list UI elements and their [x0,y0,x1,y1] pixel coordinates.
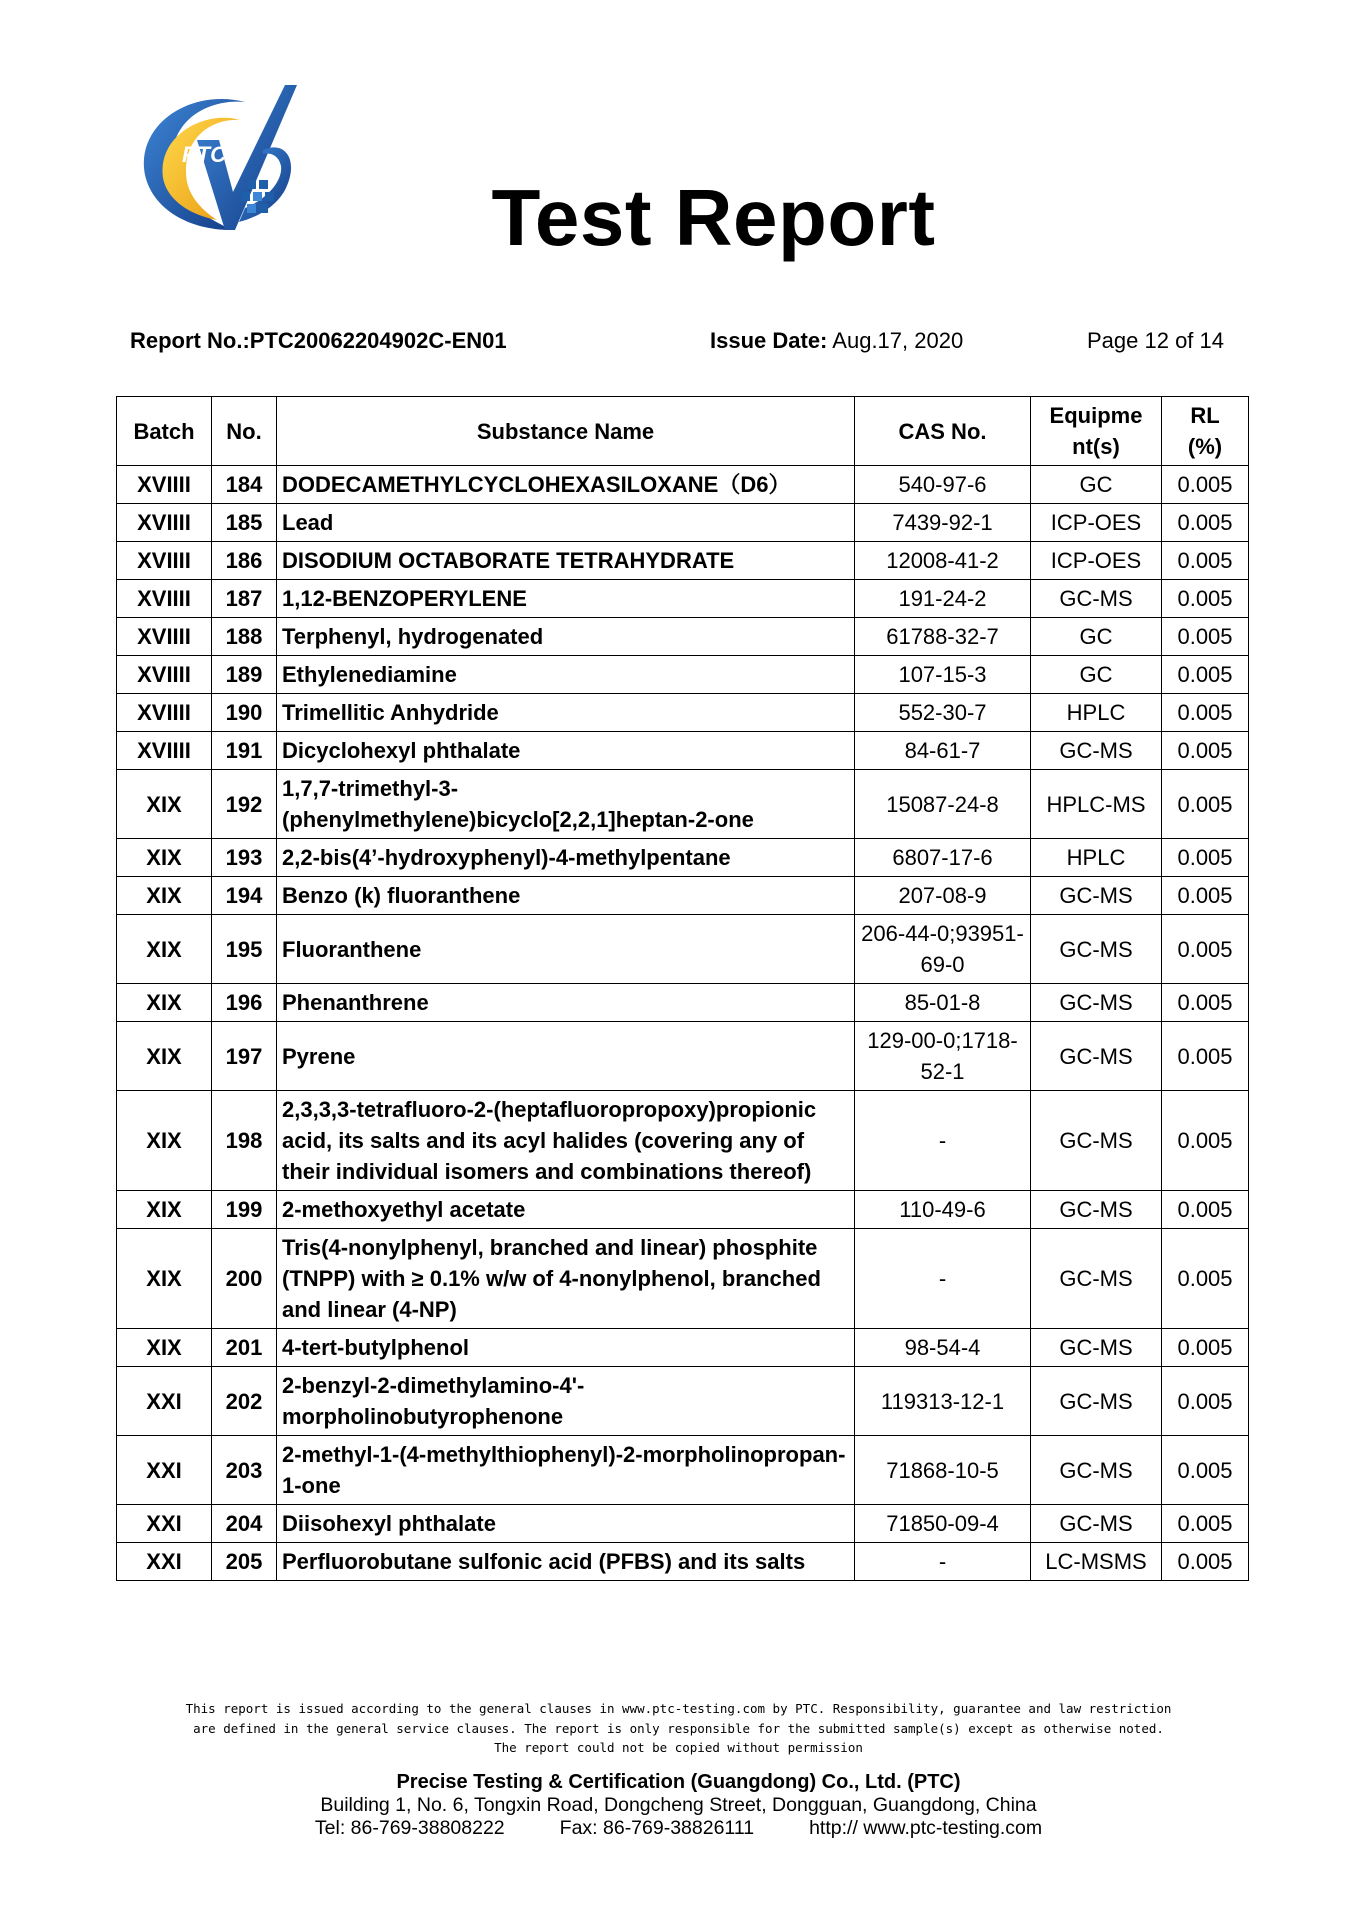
equipment-cell: HPLC-MS [1031,770,1162,839]
substance-name-cell: Tris(4-nonylphenyl, branched and linear) phosphite (TNPP) with ≥ 0.1% w/w of 4-nonylphenol, branched and linear (4-NP) [277,1229,855,1329]
equipment-cell: GC [1031,618,1162,656]
table-row [117,1329,1249,1367]
cas-number-cell: 71868-10-5 [855,1436,1031,1505]
batch-cell: XVIIII [117,580,212,618]
number-cell: 195 [212,915,277,984]
number-cell: 202 [212,1367,277,1436]
batch-cell: XIX [117,839,212,877]
reporting-limit-cell: 0.005 [1162,1191,1249,1229]
reporting-limit-cell: 0.005 [1162,1329,1249,1367]
substance-name-cell: 1,7,7-trimethyl-3-(phenylmethylene)bicyclo[2,2,1]heptan-2-one [277,770,855,839]
cas-number-cell: 206-44-0;93951-69-0 [855,915,1031,984]
company-info [0,1771,1357,1840]
batch-cell: XIX [117,1329,212,1367]
substance-name-cell: Perfluorobutane sulfonic acid (PFBS) and its salts [277,1543,855,1581]
equipment-cell: GC-MS [1031,732,1162,770]
reporting-limit-cell: 0.005 [1162,694,1249,732]
substance-table [116,396,1249,1581]
substance-name-cell: Pyrene [277,1022,855,1091]
batch-cell: XXI [117,1505,212,1543]
batch-cell: XVIIII [117,694,212,732]
reporting-limit-cell: 0.005 [1162,1229,1249,1329]
batch-cell: XVIIII [117,732,212,770]
company-fax: Fax: 86-769-38826111 [559,1817,755,1839]
number-cell: 187 [212,580,277,618]
equipment-cell: GC-MS [1031,1091,1162,1191]
number-cell: 188 [212,618,277,656]
table-row [117,466,1249,504]
substance-name-cell: DISODIUM OCTABORATE TETRAHYDRATE [277,542,855,580]
table-row [117,1229,1249,1329]
number-cell: 198 [212,1091,277,1191]
batch-cell: XXI [117,1367,212,1436]
number-cell: 201 [212,1329,277,1367]
cas-number-cell: 6807-17-6 [855,839,1031,877]
header-equipments [1031,397,1162,466]
header-equip-line2: nt(s) [1072,434,1120,459]
header-batch: Batch [117,397,212,466]
equipment-cell: GC-MS [1031,1505,1162,1543]
cas-number-cell: 540-97-6 [855,466,1031,504]
table-row [117,1022,1249,1091]
number-cell: 186 [212,542,277,580]
issue-date [710,328,963,354]
issue-date-label: Issue Date: [710,328,828,353]
number-cell: 203 [212,1436,277,1505]
equipment-cell: GC-MS [1031,1191,1162,1229]
page-title: Test Report [491,173,936,262]
reporting-limit-cell: 0.005 [1162,732,1249,770]
table-row [117,1543,1249,1581]
reporting-limit-cell: 0.005 [1162,542,1249,580]
reporting-limit-cell: 0.005 [1162,877,1249,915]
table-row [117,1367,1249,1436]
substance-name-cell: 1,12-BENZOPERYLENE [277,580,855,618]
company-website: http:// www.ptc-testing.com [809,1817,1043,1839]
report-number: Report No.:PTC20062204902C-EN01 [130,328,507,353]
header-cas-no: CAS No. [855,397,1031,466]
cas-number-cell: 7439-92-1 [855,504,1031,542]
substance-name-cell: Terphenyl, hydrogenated [277,618,855,656]
number-cell: 194 [212,877,277,915]
cas-number-cell: 71850-09-4 [855,1505,1031,1543]
batch-cell: XIX [117,984,212,1022]
issue-date-value: Aug.17, 2020 [832,328,964,353]
table-row [117,839,1249,877]
reporting-limit-cell: 0.005 [1162,839,1249,877]
substance-name-cell: 4-tert-butylphenol [277,1329,855,1367]
table-row [117,877,1249,915]
equipment-cell: GC-MS [1031,915,1162,984]
reporting-limit-cell: 0.005 [1162,466,1249,504]
number-cell: 200 [212,1229,277,1329]
cas-number-cell: 12008-41-2 [855,542,1031,580]
number-cell: 189 [212,656,277,694]
disclaimer-line: This report is issued according to the general clauses in www.ptc-testing.com by PTC. Responsibility, guarantee and law restriction [185,1701,1172,1716]
substance-name-cell: Fluoranthene [277,915,855,984]
logo-text: PTC [182,142,226,167]
number-cell: 184 [212,466,277,504]
reporting-limit-cell: 0.005 [1162,504,1249,542]
equipment-cell: ICP-OES [1031,504,1162,542]
substance-name-cell: 2,3,3,3-tetrafluoro-2-(heptafluoropropoxy)propionic acid, its salts and its acyl halides (covering any of their individual isomers and combinations thereof) [277,1091,855,1191]
disclaimer [0,1699,1357,1758]
substance-name-cell: Trimellitic Anhydride [277,694,855,732]
table-row [117,770,1249,839]
number-cell: 196 [212,984,277,1022]
batch-cell: XVIIII [117,656,212,694]
batch-cell: XVIIII [117,504,212,542]
batch-cell: XVIIII [117,542,212,580]
equipment-cell: GC-MS [1031,580,1162,618]
table-row [117,656,1249,694]
cas-number-cell: 110-49-6 [855,1191,1031,1229]
batch-cell: XIX [117,877,212,915]
equipment-cell: ICP-OES [1031,542,1162,580]
batch-cell: XIX [117,770,212,839]
page-number: Page 12 of 14 [1087,328,1225,353]
header-rl [1162,397,1249,466]
equipment-cell: HPLC [1031,839,1162,877]
contact-line [0,1817,1357,1840]
substance-name-cell: 2-methyl-1-(4-methylthiophenyl)-2-morpholinopropan-1-one [277,1436,855,1505]
reporting-limit-cell: 0.005 [1162,1367,1249,1436]
cas-number-cell: 129-00-0;1718-52-1 [855,1022,1031,1091]
cas-number-cell: 15087-24-8 [855,770,1031,839]
equipment-cell: GC-MS [1031,984,1162,1022]
number-cell: 199 [212,1191,277,1229]
number-cell: 192 [212,770,277,839]
batch-cell: XVIIII [117,466,212,504]
reporting-limit-cell: 0.005 [1162,1436,1249,1505]
disclaimer-line: are defined in the general service clauses. The report is only responsible for the submitted sample(s) except as otherwise noted. [193,1720,1164,1736]
batch-cell: XIX [117,1022,212,1091]
equipment-cell: GC [1031,466,1162,504]
header-no: No. [212,397,277,466]
cas-number-cell: 552-30-7 [855,694,1031,732]
table-row [117,618,1249,656]
number-cell: 190 [212,694,277,732]
reporting-limit-cell: 0.005 [1162,656,1249,694]
substance-name-cell: 2,2-bis(4’-hydroxyphenyl)-4-methylpentane [277,839,855,877]
reporting-limit-cell: 0.005 [1162,915,1249,984]
equipment-cell: GC-MS [1031,877,1162,915]
batch-cell: XIX [117,1091,212,1191]
batch-cell: XIX [117,1229,212,1329]
number-cell: 205 [212,1543,277,1581]
cas-number-cell: 61788-32-7 [855,618,1031,656]
equipment-cell: GC-MS [1031,1436,1162,1505]
company-name: Precise Testing & Certification (Guangdong) Co., Ltd. (PTC) [396,1771,961,1793]
substance-name-cell: 2-methoxyethyl acetate [277,1191,855,1229]
substance-name-cell: 2-benzyl-2-dimethylamino-4'-morpholinobutyrophenone [277,1367,855,1436]
cas-number-cell: - [855,1091,1031,1191]
cas-number-cell: 84-61-7 [855,732,1031,770]
reporting-limit-cell: 0.005 [1162,1543,1249,1581]
header-rl-line1: RL [1190,403,1220,428]
equipment-cell: GC [1031,656,1162,694]
company-tel: Tel: 86-769-38808222 [314,1817,505,1839]
equipment-cell: GC-MS [1031,1229,1162,1329]
table-row [117,1505,1249,1543]
table-row [117,694,1249,732]
equipment-cell: HPLC [1031,694,1162,732]
table-row [117,1436,1249,1505]
batch-cell: XXI [117,1436,212,1505]
table-row [117,1091,1249,1191]
substance-name-cell: Ethylenediamine [277,656,855,694]
table-row [117,580,1249,618]
header-substance-name: Substance Name [277,397,855,466]
table-row [117,1191,1249,1229]
table-row [117,984,1249,1022]
reporting-limit-cell: 0.005 [1162,984,1249,1022]
company-address: Building 1, No. 6, Tongxin Road, Dongcheng Street, Dongguan, Guangdong, China [320,1794,1037,1816]
reporting-limit-cell: 0.005 [1162,770,1249,839]
reporting-limit-cell: 0.005 [1162,1091,1249,1191]
batch-cell: XIX [117,915,212,984]
number-cell: 193 [212,839,277,877]
number-cell: 204 [212,1505,277,1543]
batch-cell: XIX [117,1191,212,1229]
substance-name-cell: Diisohexyl phthalate [277,1505,855,1543]
batch-cell: XXI [117,1543,212,1581]
table-row [117,915,1249,984]
batch-cell: XVIIII [117,618,212,656]
cas-number-cell: - [855,1229,1031,1329]
equipment-cell: GC-MS [1031,1022,1162,1091]
equipment-cell: LC-MSMS [1031,1543,1162,1581]
disclaimer-line: The report could not be copied without permission [494,1740,863,1755]
substance-name-cell: Lead [277,504,855,542]
table-row [117,504,1249,542]
substance-name-cell: Phenanthrene [277,984,855,1022]
header-rl-line2: (%) [1187,434,1223,459]
number-cell: 185 [212,504,277,542]
reporting-limit-cell: 0.005 [1162,1505,1249,1543]
reporting-limit-cell: 0.005 [1162,618,1249,656]
table-header-row [117,397,1249,466]
cas-number-cell: 98-54-4 [855,1329,1031,1367]
cas-number-cell: 191-24-2 [855,580,1031,618]
reporting-limit-cell: 0.005 [1162,1022,1249,1091]
cas-number-cell: 85-01-8 [855,984,1031,1022]
number-cell: 197 [212,1022,277,1091]
substance-name-cell: Benzo (k) fluoranthene [277,877,855,915]
table-row [117,542,1249,580]
cas-number-cell: 107-15-3 [855,656,1031,694]
reporting-limit-cell: 0.005 [1162,580,1249,618]
substance-name-cell: DODECAMETHYLCYCLOHEXASILOXANE（D6） [277,466,855,504]
equipment-cell: GC-MS [1031,1329,1162,1367]
cas-number-cell: 119313-12-1 [855,1367,1031,1436]
substance-name-cell: Dicyclohexyl phthalate [277,732,855,770]
cas-number-cell: - [855,1543,1031,1581]
number-cell: 191 [212,732,277,770]
equipment-cell: GC-MS [1031,1367,1162,1436]
table-row [117,732,1249,770]
cas-number-cell: 207-08-9 [855,877,1031,915]
header-equip-line1: Equipme [1049,403,1143,428]
